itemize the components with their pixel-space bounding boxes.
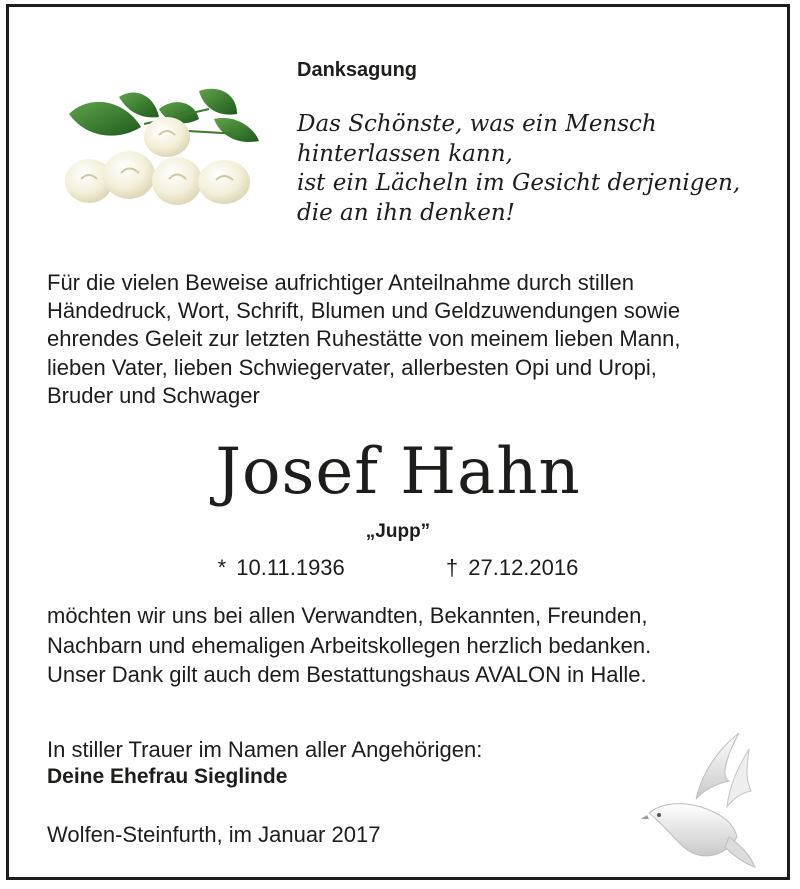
signer: Deine Ehefrau Sieglinde xyxy=(47,765,288,788)
obituary-card xyxy=(6,4,790,880)
quote xyxy=(297,110,777,228)
birth-date: * 10.11.1936 xyxy=(217,555,345,580)
deceased-name: Josef Hahn xyxy=(215,435,581,509)
intro-line: Bruder und Schwager xyxy=(47,382,260,408)
quote-line: Das Schönste, was ein Mensch xyxy=(297,111,657,137)
white-roses-icon xyxy=(59,79,269,214)
thanks-line: Nachbarn und ehemaligen Arbeitskollegen herzlich bedanken. xyxy=(47,632,652,658)
nickname: „Jupp” xyxy=(365,521,431,542)
intro-line: Für die vielen Beweise aufrichtiger Anteilnahme durch stillen xyxy=(47,270,634,295)
mourning-line: In stiller Trauer im Namen aller Angehörigen: xyxy=(47,737,483,762)
intro-line: lieben Vater, lieben Schwiegervater, allerbesten Opi und Uropi, xyxy=(47,354,657,380)
quote-line: ist ein Lächeln im Gesicht derjenigen, xyxy=(297,170,741,196)
quote-line: die an ihn denken! xyxy=(297,199,515,226)
death-date: † 27.12.2016 xyxy=(445,555,579,580)
thanks-paragraph xyxy=(47,601,787,690)
place-date: Wolfen-Steinfurth, im Januar 2017 xyxy=(47,822,381,847)
intro-line: Händedruck, Wort, Schrift, Blumen und Geldzuwendungen sowie xyxy=(47,298,681,324)
thanks-line: möchten wir uns bei allen Verwandten, Bekannten, Freunden, xyxy=(47,603,648,628)
thanks-line: Unser Dank gilt auch dem Bestattungshaus AVALON in Halle. xyxy=(47,662,647,687)
white-dove-icon xyxy=(641,729,761,869)
intro-line: ehrendes Geleit zur letzten Ruhestätte von meinem lieben Mann, xyxy=(47,326,681,352)
life-dates xyxy=(9,555,787,581)
quote-line: hinterlassen kann, xyxy=(297,140,513,167)
heading: Danksagung xyxy=(297,59,418,81)
intro-paragraph xyxy=(47,269,787,410)
